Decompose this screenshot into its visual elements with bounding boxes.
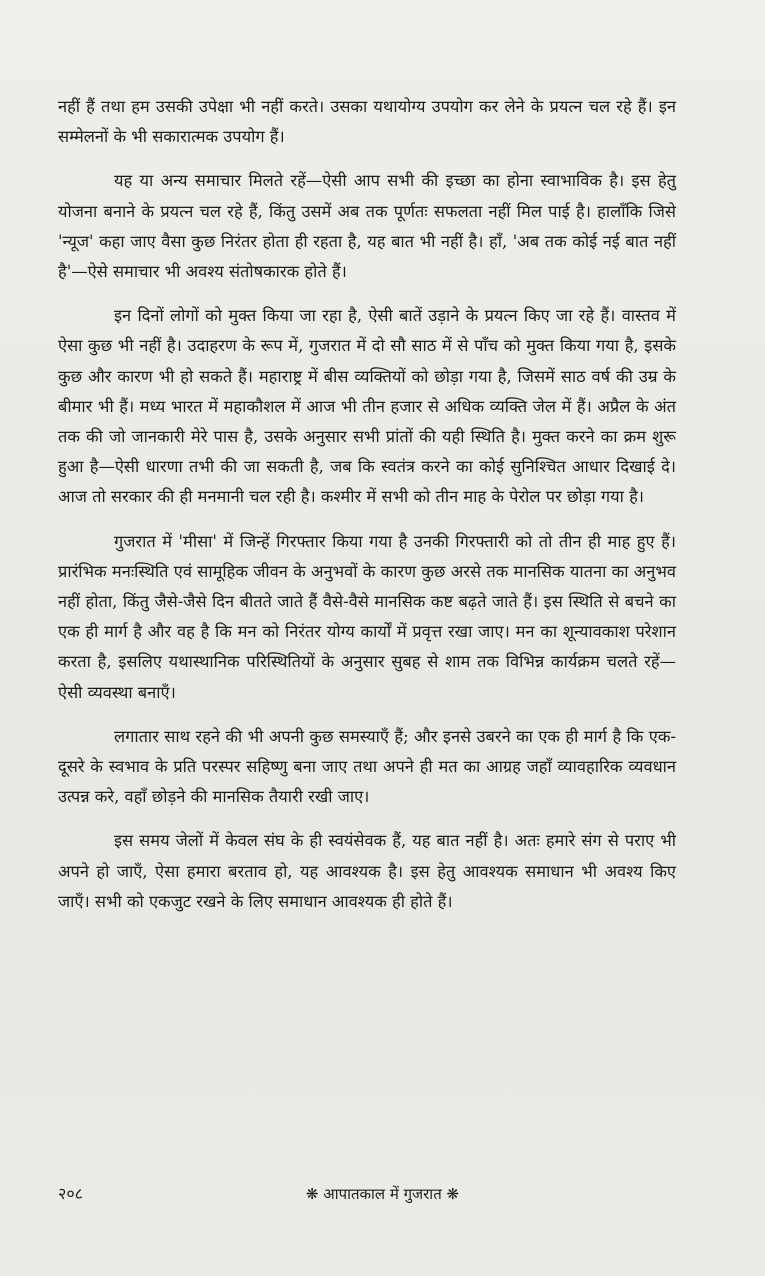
paragraph-living-together: लगातार साथ रहने की भी अपनी कुछ समस्याएँ हैं; और इनसे उबरने का एक ही मार्ग है कि एक-दूसरे के स्वभाव के प्रति परस्पर सहिष्णु बना जाए तथा अपने ही मत का आग्रह जहाँ व्यावहारिक व्यवधान उत्पन्न करे, वहाँ छोड़ने की मानसिक तैयारी रखी जाए। <box>58 726 676 807</box>
paragraph-news: यह या अन्य समाचार मिलते रहें—ऐसी आप सभी की इच्छा का होना स्वाभाविक है। इस हेतु योजना बनाने के प्रयत्न चल रहे हैं, किंतु उसमें अब तक पूर्णतः सफलता नहीं मिल पाई है। हालाँकि जिसे 'न्यूज' कहा जाए वैसा कुछ निरंतर होता ही रहता है, यह बात भी नहीं है। हाँ, 'अब तक कोई नई बात नहीं है'—ऐसे समाचार भी अवश्य संतोषकारक होते हैं। <box>58 171 676 282</box>
paragraph-release: इन दिनों लोगों को मुक्त किया जा रहा है, ऐसी बातें उड़ाने के प्रयत्न किए जा रहे हैं। वास्तव में ऐसा कुछ भी नहीं है। उदाहरण के रूप में, गुजरात में दो सौ साठ में से पाँच को मुक्त किया गया है, इसके कुछ और कारण भी हो सकते हैं। महाराष्ट्र में बीस व्यक्तियों को छोड़ा गया है, जिसमें साठ वर्ष की उम्र के बीमार भी हैं। मध्य भारत में महाकौशल में आज भी तीन हजार से अधिक व्यक्ति जेल में हैं। अप्रैल के अंत तक की जो जानकारी मेरे पास है, उसके अनुसार सभी प्रांतों की यही स्थिति है। मुक्त करने का क्रम शुरू हुआ है—ऐसी धारणा तभी की जा सकती है, जब कि स्वतंत्र करने का कोई सुनिश्चित आधार दिखाई दे। आज तो सरकार की ही मनमानी चल रही है। कश्मीर में सभी को तीन माह के पेरोल पर छोड़ा गया है। <box>58 306 676 507</box>
page-footer <box>0 1182 765 1206</box>
body-text <box>58 92 676 931</box>
running-title-text: आपातकाल में गुजरात <box>323 1185 442 1203</box>
paragraph-misa: गुजरात में 'मीसा' में जिन्हें गिरफ्तार किया गया है उनकी गिरफ्तारी को तो तीन ही माह हुए हैं। प्रारंभिक मनःस्थिति एवं सामूहिक जीवन के अनुभवों के कारण कुछ अरसे तक मानसिक यातना का अनुभव नहीं होता, किंतु जैसे-जैसे दिन बीतते जाते हैं वैसे-वैसे मानसिक कष्ट बढ़ते जाते हैं। इस स्थिति से बचने का एक ही मार्ग है और वह है कि मन को निरंतर योग्य कार्यों में प्रवृत्त रखा जाए। मन का शून्यावकाश परेशान करता है, इसलिए यथास्थानिक परिस्थितियों के अनुसार सुबह से शाम तक विभिन्न कार्यक्रम चलते रहें—ऐसी व्यवस्था बनाएँ। <box>58 531 676 702</box>
paragraph-continuation: नहीं हैं तथा हम उसकी उपेक्षा भी नहीं करते। उसका यथायोग्य उपयोग कर लेने के प्रयत्न चल रहे हैं। इन सम्मेलनों के भी सकारात्मक उपयोग हैं। <box>58 97 676 147</box>
page-number: २०८ <box>58 1184 83 1203</box>
paragraph-jail-volunteers: इस समय जेलों में केवल संघ के ही स्वयंसेवक हैं, यह बात नहीं है। अतः हमारे संग से पराए भी अपने हो जाएँ, ऐसा हमारा बरताव हो, यह आवश्यक है। इस हेतु आवश्यक समाधान भी अवश्य किए जाएँ। सभी को एकजुट रखने के लिए समाधान आवश्यक ही होते हैं। <box>58 831 676 911</box>
star-ornament-icon: ❋ <box>305 1185 319 1203</box>
running-title <box>0 1182 765 1206</box>
star-ornament-icon: ❋ <box>446 1185 460 1203</box>
